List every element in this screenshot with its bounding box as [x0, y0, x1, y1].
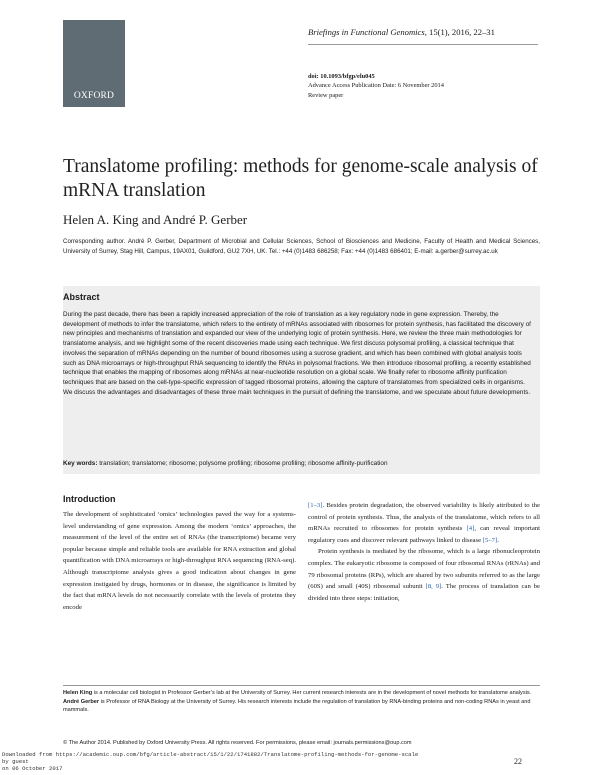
journal-name: Briefings in Functional Genomics	[308, 27, 425, 37]
journal-volume: , 15(1), 2016, 22–31	[424, 27, 495, 37]
journal-citation	[308, 27, 495, 37]
page-number: 22	[514, 757, 522, 766]
article-authors: Helen A. King and André P. Gerber	[63, 212, 248, 227]
header-rule	[308, 44, 538, 45]
advance-access-date: Advance Access Publication Date: 6 November 2014	[308, 82, 444, 90]
download-user: by guest	[2, 758, 29, 765]
paragraph-text: Protein synthesis is mediated by the ribosome, which is a large ribonucleoprotein complex. The eukaryotic ribosome is composed of four ribosomal RNAs (rRNAs) and 79 ribosomal proteins (RPs), which are shared by two subunits referred to as the large (60S) and small (40S) ribosomal subunit	[308, 548, 540, 591]
footnote-king-text: is a molecular cell biologist in Professor Gerber’s lab at the University of Surrey. Her current research interests are in the development of novel methods for translatome analysis.	[92, 690, 532, 696]
footnote-gerber-name: André Gerber	[63, 698, 100, 705]
reference-link[interactable]: [8, 9]	[425, 583, 442, 591]
abstract-body: During the past decade, there has been a rapidly increased appreciation of the role of translation as a key regulatory node in gene expression. Thereby, the development of methods to infer the translatome, which refers to the entirety of mRNAs associated with ribosomes for protein synthesis, has facilitated the discovery of new principles and mechanisms of translation and expanded our view of the underlying logic of protein synthesis. Here, we review the three main methodologies for translatome analysis, and we highlight some of the recent discoveries made using each technique. We first discuss polysomal profiling, a classical technique that involves the separation of mRNAs depending on the number of bound ribosomes using a sucrose gradient, and which has been combined with global analysis tools such as DNA microarrays or high-throughput RNA sequencing to identify the RNAs in polysomal fractions. We then introduce ribosomal profiling, a recently established technique that enables the mapping of ribosomes along mRNAs at near-nucleotide resolution on a global scale. We finally refer to ribosome affinity purification techniques that are based on the cell-type-specific expression of tagged ribosomal proteins, allowing the capture of translatomes from specialized cells in organisms. We discuss the advantages and disadvantages of these three main techniques in the pursuit of defining the translatome, and we speculate about future developments.	[63, 311, 531, 396]
reference-link[interactable]: [1–3]	[308, 502, 323, 509]
article-type: Review paper	[308, 91, 344, 99]
oxford-logo	[63, 20, 125, 107]
article-title: Translatome profiling: methods for genome-scale analysis of mRNA translation	[63, 156, 538, 201]
footnote-gerber	[63, 698, 540, 715]
intro-right-column	[308, 500, 540, 604]
doi-link[interactable]: doi: 10.1093/bfgp/elu045	[308, 73, 375, 80]
footnote-king-name: Helen King	[63, 690, 93, 696]
intro-left-column	[63, 509, 296, 613]
paragraph-text: .	[497, 536, 499, 544]
download-date: on 06 October 2017	[2, 765, 63, 772]
author-footnotes	[63, 689, 540, 715]
download-note	[2, 751, 418, 772]
reference-link[interactable]: [5–7]	[482, 536, 498, 544]
keywords-label: Key words:	[63, 460, 98, 467]
keywords-list: translation; translatome; ribosome; polysome profiling; ribosome profiling; ribosome affinity-purification	[97, 460, 388, 467]
download-source: Downloaded from https://academic.oup.com/bfg/article-abstract/15/1/22/1741882/Translatome-profiling-methods-for-genome-scale	[2, 751, 419, 758]
abstract-heading: Abstract	[63, 292, 100, 302]
footnote-rule	[63, 685, 540, 686]
corresponding-author: Corresponding author. André P. Gerber, Department of Microbial and Cellular Sciences, School of Biosciences and Medicine, Faculty of Health and Medical Sciences, University of Surrey, Stag Hill, Campus, 19AX01, Guildford, GU2 7XH, UK. Tel.: +44 (0)1483 686258; Fax: +44 (0)1483 686401; E-mail: a.gerber@surrey.ac.uk	[63, 238, 540, 255]
intro-paragraph-1: The development of sophisticated ‘omics’ technologies paved the way for a systems-level understanding of gene expression. Among the modern ‘omics’ approaches, the measurement of the level of the entire set of RNAs (the transcriptome) became very popular because simple and reliable tools are available for RNA extraction and global quantification with DNA microarrays or high-throughput RNA sequencing (RNA-seq). Although transcriptome analysis gives a good indication about changes in gene expression instigated by drugs, hormones or in disease, the significance is limited by the fact that mRNA levels do not necessarily correlate with the levels of proteins they encode	[63, 511, 296, 611]
intro-paragraph-2	[308, 546, 540, 604]
reference-link[interactable]: [4]	[466, 525, 475, 533]
article-meta	[308, 72, 444, 100]
intro-paragraph-1-cont	[308, 500, 540, 546]
footnote-king	[63, 689, 540, 698]
keywords	[63, 460, 538, 467]
copyright-notice: © The Author 2014. Published by Oxford University Press. All rights reserved. For permissions, please email: journals.permissions@oup.com	[63, 740, 412, 746]
introduction-heading: Introduction	[63, 494, 116, 504]
footnote-gerber-text: is Professor of RNA Biology at the University of Surrey. His research interests include the regulation of translation by RNA-binding proteins and non-coding RNAs in yeast and mammals.	[63, 698, 531, 714]
paragraph-text: . Besides protein degradation, the observed variability is likely attributed to the control of protein synthesis. Thus, the analysis of the translatome, which refers to all mRNAs recruited to ribosomes for protein synthesis	[308, 502, 540, 533]
oxford-logo-text: OXFORD	[73, 91, 115, 101]
paragraph-text: . The process of translation can be divided into three steps: initiation,	[308, 583, 540, 602]
paragraph-text: , can reveal important regulatory cues and discover relevant pathways linked to disease	[308, 525, 540, 544]
